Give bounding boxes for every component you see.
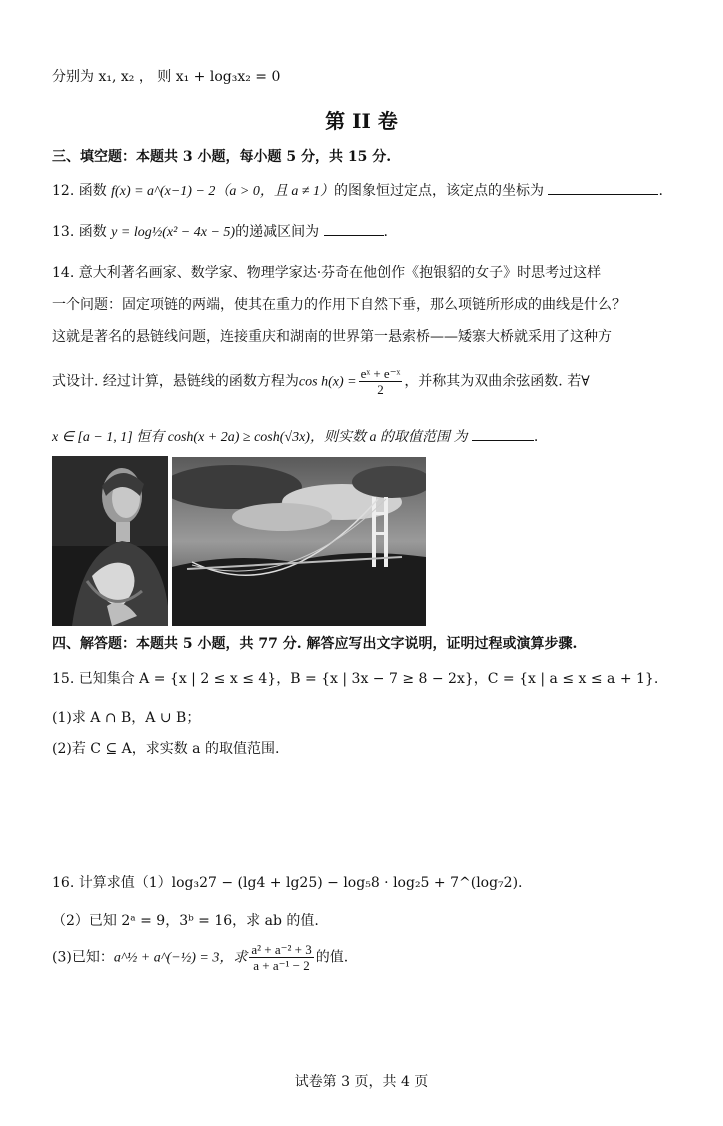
q16-line-2: （2）已知 2ᵃ = 9，3ᵇ = 16，求 ab 的值. [52, 913, 319, 929]
cosh-fraction [359, 366, 403, 397]
q16-line-3-suffix: 的值. [315, 949, 349, 966]
q12-formula: f(x) = a^(x−1) − 2（a > 0，且 a ≠ 1） [111, 184, 335, 199]
q13-suffix: 的递减区间为 [235, 224, 320, 240]
q13-prefix: 13. 函数 [52, 224, 112, 240]
q14-line-1: 14. 意大利著名画家、数学家、物理学家达·芬奇在他创作《抱银貂的女子》时思考过这样 [52, 265, 602, 281]
q16-frac-den: a + a⁻¹ − 2 [253, 958, 310, 973]
fill-in-header: 三、填空题：本题共 3 小题，每小题 5 分，共 15 分. [52, 149, 392, 165]
q14-line-2: 一个问题：固定项链的两端，使其在重力的作用下自然下垂，那么项链所形成的曲线是什么？ [52, 297, 626, 313]
q14-line-3: 这就是著名的悬链线问题，连接重庆和湖南的世界第一悬索桥——矮寨大桥就采用了这种方 [52, 329, 612, 345]
q13-answer-blank [324, 223, 384, 236]
q14-answer-blank [472, 428, 534, 441]
q15-part-1: (1)求 A ∩ B，A ∪ B； [52, 710, 201, 726]
question-12: 12. 函数 f(x) = a^(x−1) − 2（a > 0，且 a ≠ 1）的图象恒过定点，该定点的坐标为 . [52, 183, 663, 199]
q15-part-2: (2)若 C ⊆ A，求实数 a 的取值范围. [52, 741, 280, 757]
cosh-lhs: cos h(x) = [298, 374, 357, 390]
q14-line-4-prefix: 式设计. 经过计算，悬链线的函数方程为 [52, 373, 299, 390]
q14-line-4 [52, 366, 590, 397]
q12-prefix: 12. 函数 [52, 183, 112, 199]
q16-line-3-prefix: (3)已知： [52, 949, 114, 966]
q16-fraction [249, 942, 313, 973]
section-title: 第 II 卷 [325, 109, 398, 133]
q12-answer-blank [548, 182, 658, 195]
lady-with-ermine-image [52, 456, 168, 626]
q16-line-1: 16. 计算求值（1）log₃27 − (lg4 + lg25) − log₅8 · log₂5 + 7^(log₇2). [52, 875, 523, 891]
q14-line-5-text: x ∈ [a − 1, 1] 恒有 cosh(x + 2a) ≥ cosh(√3x)，则实数 a 的取值范围 为 [52, 430, 468, 445]
question-13: 13. 函数 y = log½(x² − 4x − 5)的递减区间为 . [52, 224, 388, 240]
cosh-frac-num: eˣ + e⁻ˣ [360, 366, 401, 381]
q15-line-1: 15. 已知集合 A = {x | 2 ≤ x ≤ 4}，B = {x | 3x − 7 ≥ 8 − 2x}，C = {x | a ≤ x ≤ a + 1}. [52, 671, 659, 687]
q16-line-3 [52, 942, 348, 973]
q14-line-4-suffix: ，并称其为双曲余弦函数. 若∀ [404, 373, 590, 390]
cosh-frac-den: 2 [377, 382, 384, 397]
q13-formula: y = log½(x² − 4x − 5) [111, 225, 236, 240]
q16-frac-num: a² + a⁻² + 3 [251, 942, 312, 957]
aizhai-bridge-image [172, 457, 426, 626]
q16-line-3-expr: a^½ + a^(−½) = 3，求 [113, 950, 248, 966]
answer-section-header: 四、解答题：本题共 5 小题，共 77 分. 解答应写出文字说明，证明过程或演算步骤. [52, 636, 578, 652]
q14-line-5: x ∈ [a − 1, 1] 恒有 cosh(x + 2a) ≥ cosh(√3x)，则实数 a 的取值范围 为 . [52, 429, 539, 445]
q12-suffix: 的图象恒过定点，该定点的坐标为 [334, 183, 545, 199]
top-line: 分别为 x₁, x₂ ， 则 x₁ + log₃x₂ = 0 [52, 69, 281, 85]
page-footer: 试卷第 3 页，共 4 页 [294, 1074, 429, 1090]
